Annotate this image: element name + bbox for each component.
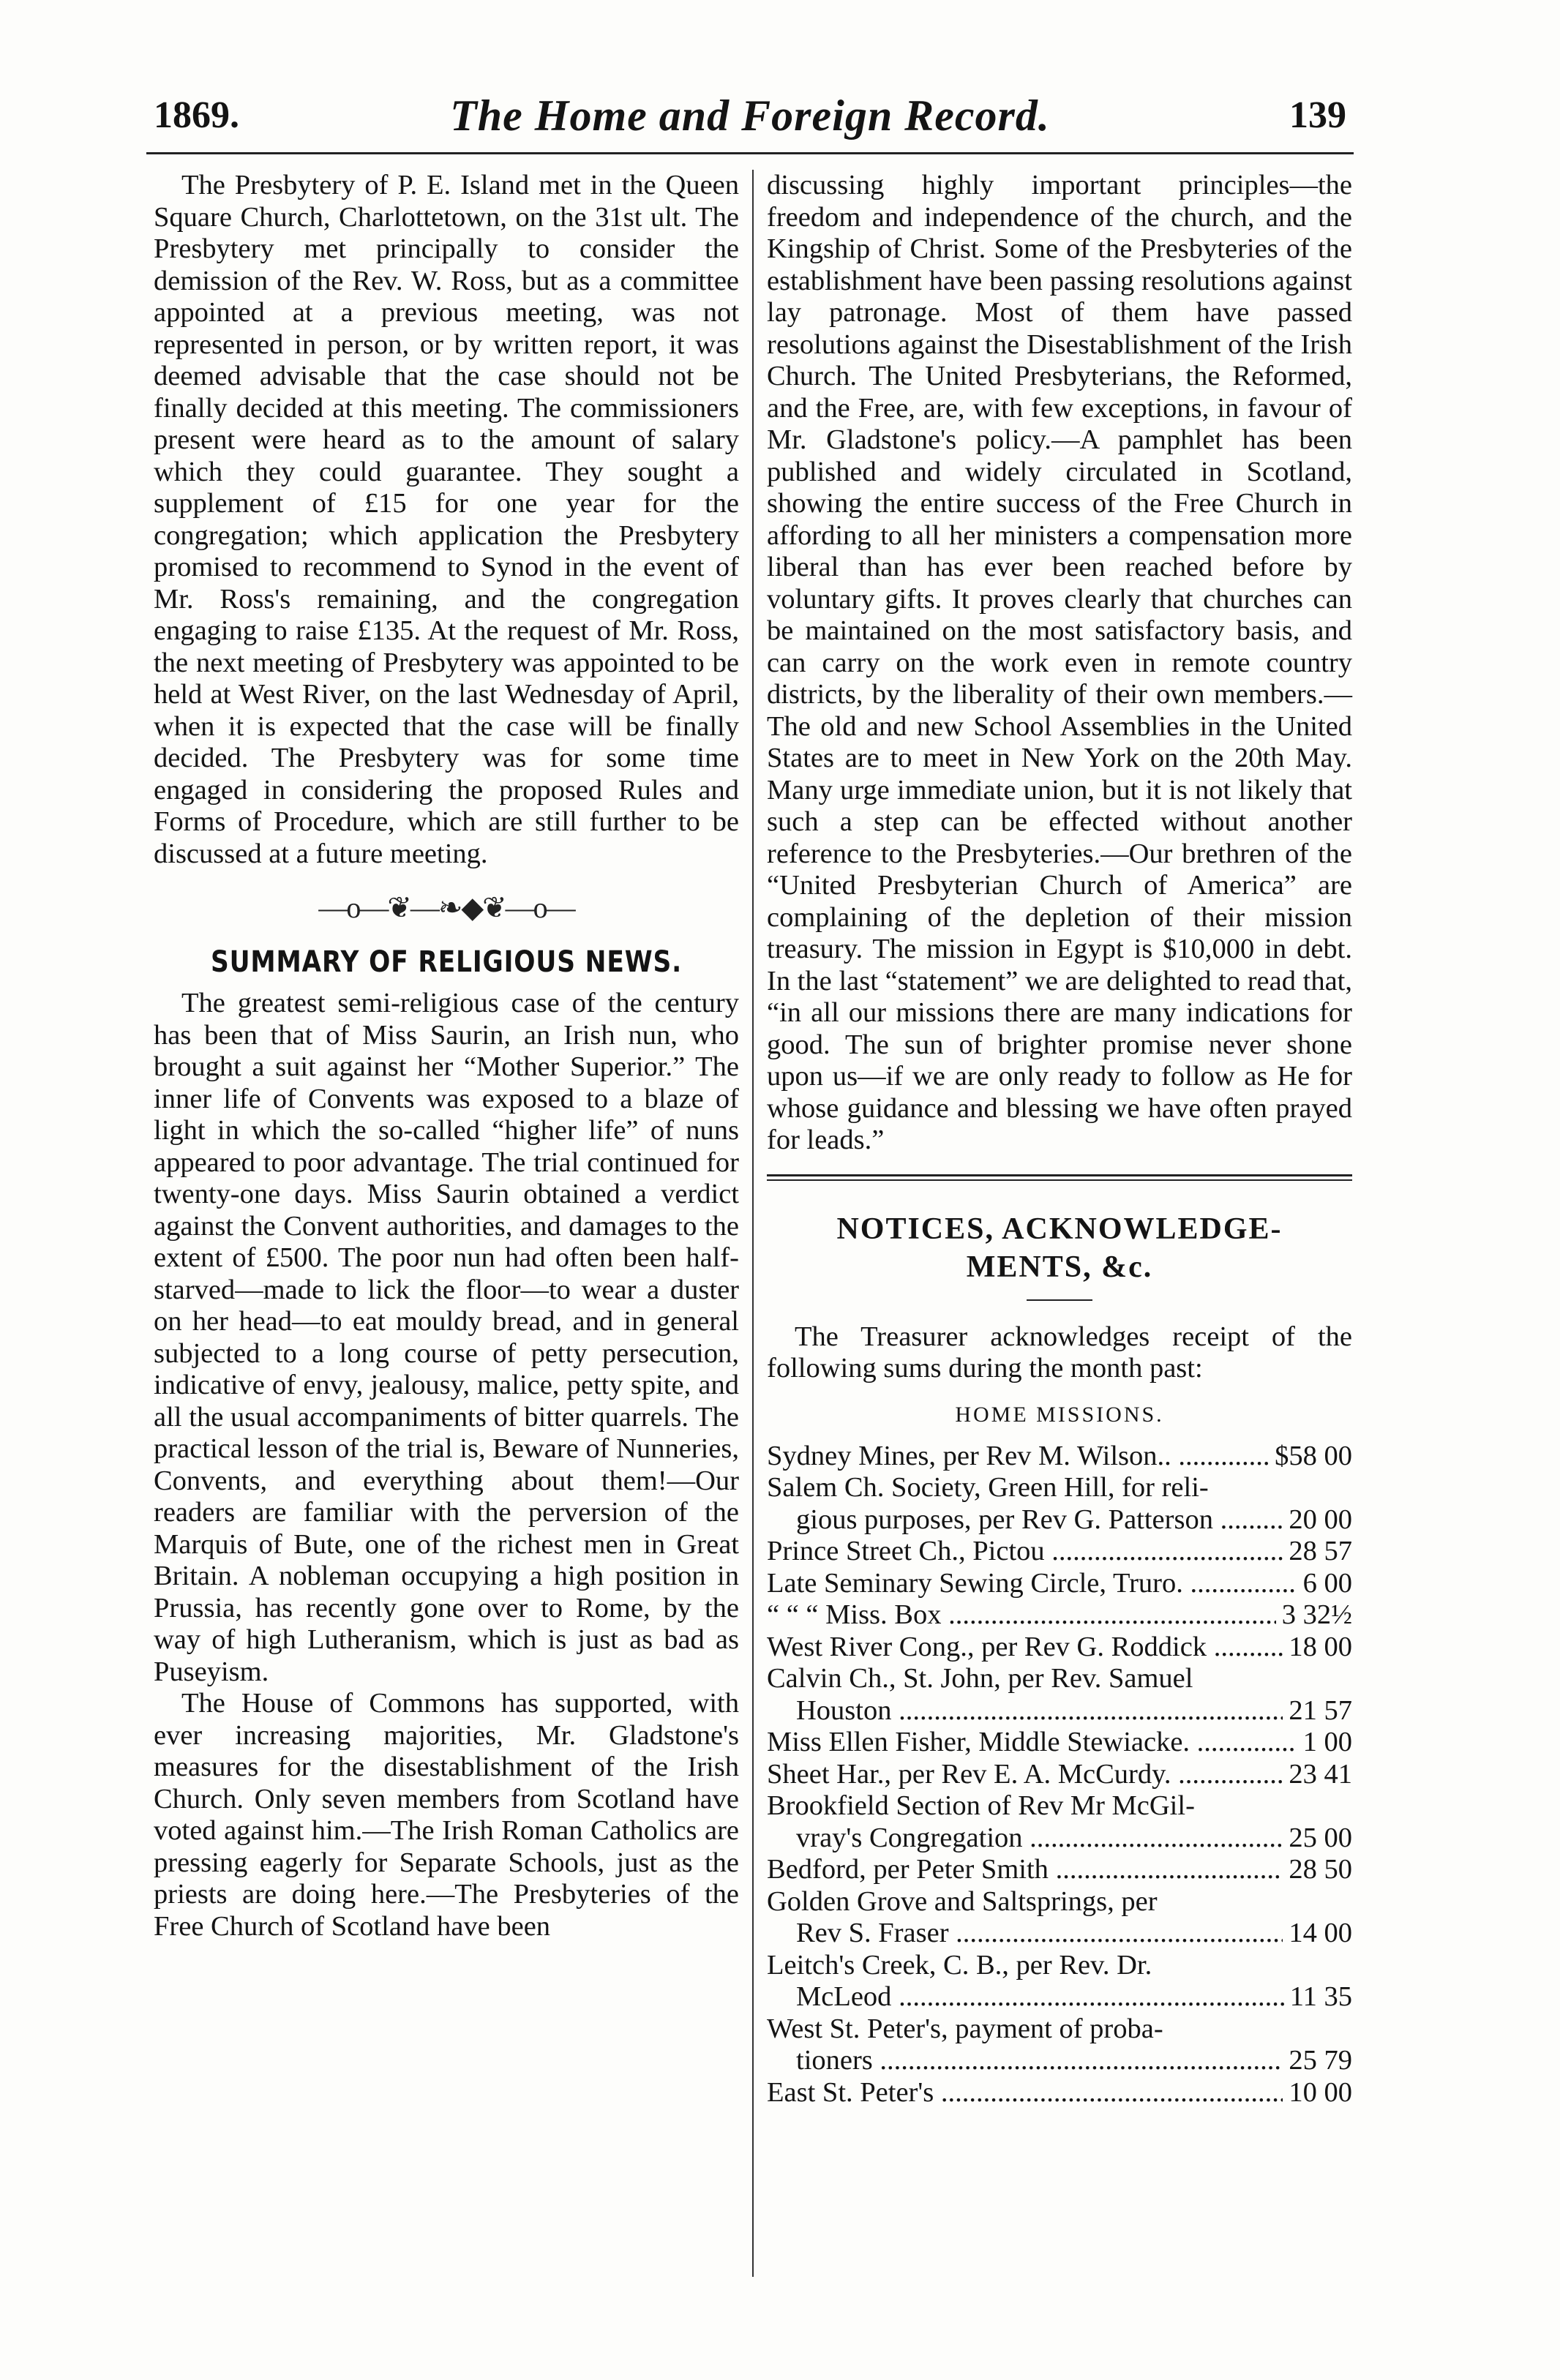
column-divider	[752, 170, 754, 2277]
acknowledgement-text-continued: Rev S. Fraser .....	[796, 1918, 1283, 1950]
acknowledgement-text: West St. Peter's, payment of proba-	[767, 2013, 1163, 2044]
acknowledgement-row	[767, 1632, 1352, 1664]
home-missions-heading: HOME MISSIONS.	[955, 1402, 1164, 1427]
short-rule	[1027, 1299, 1092, 1301]
acknowledgement-row	[767, 1822, 1352, 1855]
commons-paragraph: The House of Commons has supported, with ever increasing majorities, Mr. Gladstone's measures for the disestablishment of the Irish Church. Only seven members from Scotland have voted against him.—The Irish Roman Catholics are pressing eagerly for Separate Schools, just as the priests are doing here.—The Presbyteries of the Free Church of Scotland have been	[154, 1688, 739, 1942]
acknowledgement-entry	[767, 2077, 1352, 2109]
acknowledgement-entry	[767, 1886, 1352, 1950]
ornament-divider: —o—❦—❧◆❦—o—	[318, 891, 574, 924]
acknowledgement-amount: 1 00	[1302, 1727, 1352, 1757]
acknowledgement-entry	[767, 1441, 1352, 1473]
continued-paragraph: discussing highly important principles—the freedom and independence of the church, and the Kingship of Christ. Some of the Presbyteries of the establishment have been passing resolutions against lay patronage. Most of them have passed resolutions against the Disestablishment of the Irish Church. The United Presbyterians, the Reformed, and the Free, are, with few exceptions, in favour of Mr. Gladstone's policy.—A pamphlet has been published and widely circulated in Scotland, showing the entire success of the Free Church in affording to all her ministers a compensation more liberal than has ever been reached before by voluntary gifts. It proves clearly that churches can be maintained on the most satisfactory basis, and can carry on the work even in remote country districts, by the liberality of their own members.—The old and new School Assemblies in the United States are to meet in New York on the 20th May. Many urge immediate union, but it is not likely that such a step can be effected without another reference to the Presbyteries.—Our brethren of the “United Presbyterian Church of America” are complaining of the depletion of their mission treasury. The mission in Egypt is $10,000 in debt. In the last “statement” we are delighted to read that, “in all our missions there are many indications for good. The sun of brighter promise never shone upon us—if we are only ready to follow as He for whose guidance and blessing we have often prayed for leads.”	[767, 170, 1352, 1155]
header-rule	[146, 152, 1354, 154]
acknowledgement-entry	[767, 1854, 1352, 1886]
left-column	[154, 170, 739, 1942]
acknowledgement-row	[767, 1504, 1352, 1536]
acknowledgement-row	[767, 1727, 1352, 1759]
acknowledgement-text-continued: tioners .....	[796, 2045, 1283, 2077]
acknowledgements-list	[767, 1441, 1352, 2109]
acknowledgement-amount: 3 32½	[1281, 1599, 1352, 1630]
acknowledgement-amount: 28 57	[1289, 1536, 1352, 1566]
acknowledgement-amount: 20 00	[1289, 1504, 1352, 1535]
right-column	[767, 170, 1352, 2109]
acknowledgement-entry	[767, 1472, 1352, 1536]
acknowledgement-row	[767, 1759, 1352, 1791]
acknowledgement-entry	[767, 1632, 1352, 1664]
acknowledgement-row	[767, 2077, 1352, 2109]
acknowledgement-text: Golden Grove and Saltsprings, per	[767, 1885, 1158, 1917]
acknowledgement-amount: 6 00	[1302, 1567, 1352, 1599]
acknowledgement-text-continued: vray's Congregation .....	[796, 1822, 1283, 1855]
acknowledgement-text: Calvin Ch., St. John, per Rev. Samuel	[767, 1663, 1193, 1694]
summary-heading: SUMMARY OF RELIGIOUS NEWS.	[210, 945, 683, 979]
acknowledgement-amount: 14 00	[1289, 1918, 1352, 1948]
acknowledgement-amount: 11 35	[1289, 1981, 1352, 2012]
treasurer-text: The Treasurer acknowledges receipt of the following sums during the month past:	[767, 1321, 1352, 1384]
acknowledgement-entry	[767, 1663, 1352, 1727]
acknowledgement-amount: 25 79	[1289, 2045, 1352, 2076]
section-rule	[767, 1174, 1352, 1181]
acknowledgement-text: Sheet Har., per Rev E. A. McCurdy. .....	[767, 1759, 1283, 1791]
acknowledgement-text: Brookfield Section of Rev Mr McGil-	[767, 1790, 1195, 1821]
saurin-paragraph: The greatest semi-religious case of the century has been that of Miss Saurin, an Irish nun, who brought a suit against her “Mother Superior.” The inner life of Convents was exposed to a blaze of light in which the so-called “higher life” of nuns appeared to poor advantage. The trial continued for twenty-one days. Miss Saurin obtained a verdict against the Convent authorities, and damages to the extent of £500. The poor nun had often been half-starved—made to lick the floor—to wear a duster on her head—to eat mouldy bread, and in general subjected to a long course of petty persecution, indicative of envy, jealousy, malice, petty spite, and all the usual accompaniments of bitter quarrels. The practical lesson of the trial is, Beware of Nunneries, Convents, and everything about them!—Our readers are familiar with the perversion of the Marquis of Bute, one of the richest men in Great Britain. A nobleman occupying a high position in Prussia, has recently gone over to Rome, by the way of high Lutheranism, which is just as bad as Puseyism.	[154, 988, 739, 1687]
header-title: The Home and Foreign Record.	[450, 91, 1050, 140]
acknowledgement-row	[767, 1536, 1352, 1568]
acknowledgement-entry	[767, 1599, 1352, 1632]
acknowledgement-amount: 10 00	[1289, 2076, 1352, 2108]
acknowledgement-text-continued: McLeod .....	[796, 1981, 1284, 2013]
acknowledgement-amount: 28 50	[1289, 1854, 1352, 1885]
acknowledgement-text-continued: gious purposes, per Rev G. Patterson .....	[796, 1504, 1283, 1536]
notices-heading	[767, 1210, 1352, 1286]
acknowledgement-row	[767, 1568, 1352, 1600]
header-year: 1869.	[154, 94, 239, 136]
acknowledgement-amount: 25 00	[1289, 1822, 1352, 1853]
acknowledgement-row	[767, 1695, 1352, 1727]
acknowledgement-row	[767, 1599, 1352, 1632]
acknowledgement-text: Miss Ellen Fisher, Middle Stewiacke. .....	[767, 1727, 1297, 1759]
acknowledgement-entry	[767, 1790, 1352, 1854]
acknowledgement-amount: 23 41	[1289, 1758, 1352, 1790]
acknowledgement-entry	[767, 1759, 1352, 1791]
acknowledgement-amount: 21 57	[1289, 1694, 1352, 1726]
acknowledgement-text: Salem Ch. Society, Green Hill, for reli-	[767, 1472, 1209, 1503]
running-header	[154, 91, 1346, 145]
acknowledgement-row	[767, 1918, 1352, 1950]
acknowledgement-text: “ “ “ Miss. Box .....	[767, 1599, 1276, 1632]
acknowledgement-entry	[767, 1536, 1352, 1568]
acknowledgement-amount: 18 00	[1289, 1631, 1352, 1662]
presbytery-paragraph: The Presbytery of P. E. Island met in the Queen Square Church, Charlottetown, on the 31st ult. The Presbytery met principally to consider the demission of the Rev. W. Ross, but as a committee appointed at a previous meeting, was not represented in person, or by written report, it was deemed advisable that the case should not be finally decided at this meeting. The commissioners present were heard as to the amount of salary which they could guarantee. They sought a supplement of £15 for one year for the congregation; which application the Presbytery promised to recommend to Synod in the event of Mr. Ross's remaining, and the congregation engaging to raise £135. At the request of Mr. Ross, the next meeting of Presbytery was appointed to be held at West River, on the last Wednesday of April, when it is expected that the case will be finally decided. The Presbytery was for some time engaged in considering the proposed Rules and Forms of Procedure, which are still further to be discussed at a future meeting.	[154, 170, 739, 869]
acknowledgement-entry	[767, 2013, 1352, 2077]
notices-heading-line1: NOTICES, ACKNOWLEDGE-	[836, 1212, 1283, 1246]
notices-heading-line2: MENTS, &c.	[966, 1250, 1153, 1284]
acknowledgement-text: West River Cong., per Rev G. Roddick .....	[767, 1632, 1283, 1664]
acknowledgement-text: Prince Street Ch., Pictou .....	[767, 1536, 1283, 1568]
page-number: 139	[1289, 94, 1346, 136]
acknowledgement-row	[767, 1854, 1352, 1886]
acknowledgement-text: East St. Peter's .....	[767, 2077, 1283, 2109]
acknowledgement-amount: $58 00	[1275, 1440, 1352, 1471]
acknowledgement-row	[767, 1981, 1352, 2013]
acknowledgement-text: Bedford, per Peter Smith .....	[767, 1854, 1283, 1886]
acknowledgement-row	[767, 1441, 1352, 1473]
acknowledgement-text-continued: Houston .....	[796, 1695, 1283, 1727]
acknowledgement-entry	[767, 1950, 1352, 2013]
acknowledgement-row	[767, 2045, 1352, 2077]
acknowledgement-text: Late Seminary Sewing Circle, Truro. .....	[767, 1568, 1297, 1600]
acknowledgement-text: Leitch's Creek, C. B., per Rev. Dr.	[767, 1949, 1152, 1981]
acknowledgement-entry	[767, 1568, 1352, 1600]
acknowledgement-entry	[767, 1727, 1352, 1759]
acknowledgement-text: Sydney Mines, per Rev M. Wilson.. .....	[767, 1441, 1269, 1473]
